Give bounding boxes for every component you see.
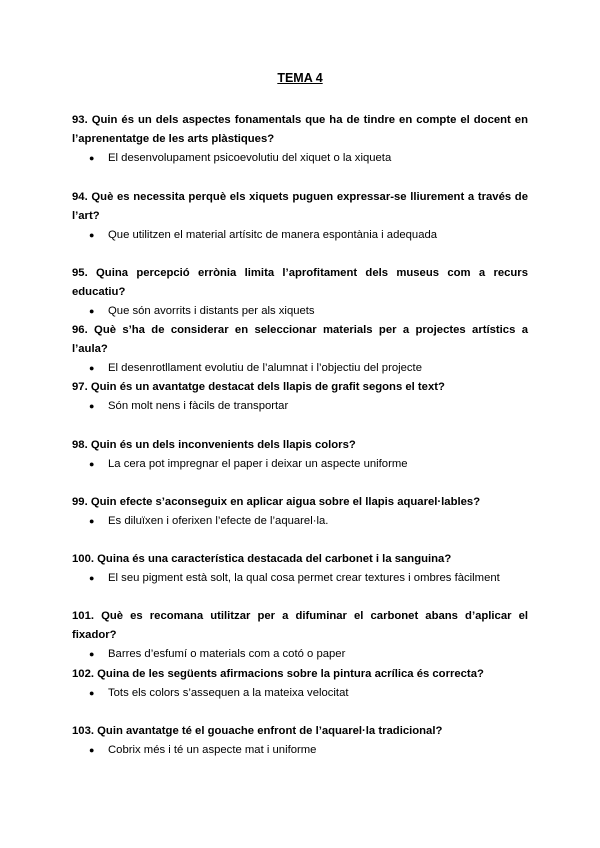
bullet-icon: ● — [89, 230, 95, 240]
question-block — [72, 188, 528, 245]
question-block — [72, 550, 528, 588]
answer-text: Es diluïxen i oferixen l’efecte de l’aquarel·la. — [108, 515, 329, 527]
bullet-icon: ● — [89, 573, 95, 583]
page-title: TEMA 4 — [277, 71, 323, 85]
question-text: 96. Què s’ha de considerar en seleccionar materials per a projectes artístics a l’aula? — [72, 324, 528, 355]
bullet-icon: ● — [89, 401, 95, 411]
answer-item — [72, 359, 528, 378]
bullet-icon: ● — [89, 363, 95, 373]
question-text: 98. Quin és un dels inconvenients dels llapis colors? — [72, 439, 356, 451]
answer-text: La cera pot impregnar el paper i deixar un aspecte uniforme — [108, 458, 408, 470]
answer-item — [72, 149, 528, 168]
question-block — [72, 321, 528, 378]
question-block — [72, 264, 528, 321]
answer-item — [72, 645, 528, 664]
question-text: 100. Quina és una característica destacada del carbonet i la sanguina? — [72, 553, 452, 565]
question-block — [72, 665, 528, 703]
bullet-icon: ● — [89, 459, 95, 469]
question-block — [72, 378, 528, 416]
question-block — [72, 493, 528, 531]
question-block — [72, 436, 528, 474]
question-block — [72, 111, 528, 168]
bullet-icon: ● — [89, 306, 95, 316]
answer-item — [72, 397, 528, 416]
bullet-icon: ● — [89, 153, 95, 163]
question-text: 101. Què es recomana utilitzar per a difuminar el carbonet abans d’aplicar el fixador? — [72, 610, 528, 641]
answer-item — [72, 226, 528, 245]
question-text: 99. Quin efecte s’aconseguix en aplicar aigua sobre el llapis aquarel·lables? — [72, 496, 481, 508]
answer-text: Barres d’esfumí o materials com a cotó o paper — [108, 648, 346, 660]
answer-text: Cobrix més i té un aspecte mat i uniforme — [108, 744, 317, 756]
answer-item — [72, 512, 528, 531]
bullet-icon: ● — [89, 516, 95, 526]
question-text: 102. Quina de les següents afirmacions sobre la pintura acrílica és correcta? — [72, 668, 484, 680]
answer-text: Són molt nens i fàcils de transportar — [108, 400, 289, 412]
question-text: 95. Quina percepció errònia limita l’aprofitament dels museus com a recurs educatiu? — [72, 267, 528, 298]
bullet-icon: ● — [89, 649, 95, 659]
answer-item — [72, 741, 528, 760]
answer-item — [72, 455, 528, 474]
question-text: 94. Què es necessita perquè els xiquets puguen expressar-se lliurement a través de l’art? — [72, 191, 528, 222]
answer-text: El desenrotllament evolutiu de l’alumnat i l’objectiu del projecte — [108, 362, 422, 374]
answer-text: Que utilitzen el material artísitc de manera espontània i adequada — [108, 229, 438, 241]
answer-text: El seu pigment està solt, la qual cosa permet crear textures i ombres fàcilment — [108, 572, 500, 584]
answer-item — [72, 684, 528, 703]
question-block — [72, 607, 528, 664]
bullet-icon: ● — [89, 745, 95, 755]
answer-text: El desenvolupament psicoevolutiu del xiquet o la xiqueta — [108, 152, 392, 164]
bullet-icon: ● — [89, 688, 95, 698]
question-text: 97. Quin és un avantatge destacat dels llapis de grafit segons el text? — [72, 381, 445, 393]
answer-item — [72, 302, 528, 321]
question-block — [72, 722, 528, 760]
question-text: 93. Quin és un dels aspectes fonamentals que ha de tindre en compte el docent en l’aprenentatge de les arts plàstiques? — [72, 114, 528, 145]
answer-text: Tots els colors s’assequen a la mateixa velocitat — [108, 687, 349, 699]
question-text: 103. Quin avantatge té el gouache enfront de l’aquarel·la tradicional? — [72, 725, 443, 737]
answer-item — [72, 569, 528, 588]
answer-text: Que són avorrits i distants per als xiquets — [108, 305, 315, 317]
